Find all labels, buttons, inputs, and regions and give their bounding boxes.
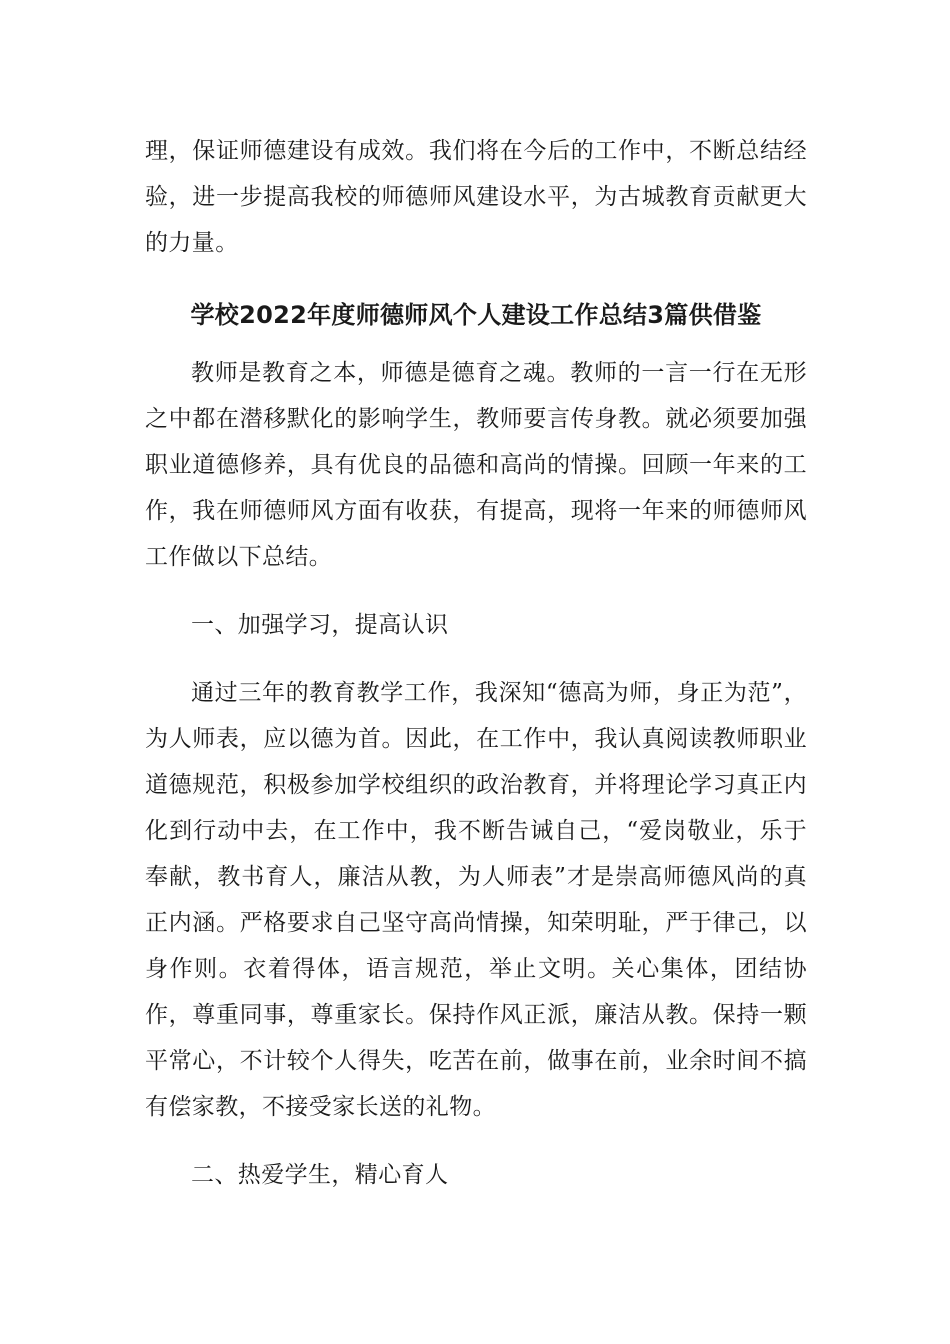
continued-paragraph: 理，保证师德建设有成效。我们将在今后的工作中，不断总结经验，进一步提高我校的师德师风建设水平，为古城教育贡献更大的力量。: [145, 138, 807, 256]
document-title: 学校2022年度师德师风个人建设工作总结3篇供借鉴: [190, 301, 762, 329]
paragraph-intro: 教师是教育之本，师德是德育之魂。教师的一言一行在无形之中都在潜移默化的影响学生，教师要言传身教。就必须要加强职业道德修养，具有优良的品德和高尚的情操。回顾一年来的工作，我在师德师风方面有收获，有提高，现将一年来的师德师风工作做以下总结。: [145, 360, 807, 570]
section-heading-1: 一、加强学习，提高认识: [191, 612, 449, 638]
document-body: [145, 128, 807, 1198]
section-heading-2: 二、热爱学生，精心育人: [191, 1162, 449, 1188]
paragraph-section-1: 通过三年的教育教学工作，我深知“德高为师，身正为范”，为人师表，应以德为首。因此，在工作中，我认真阅读教师职业道德规范，积极参加学校组织的政治教育，并将理论学习真正内化到行动中去，在工作中，我不断告诫自己，“爱岗敬业，乐于奉献，教书育人，廉洁从教，为人师表”才是崇高师德风尚的真正内涵。严格要求自己坚守高尚情操，知荣明耻，严于律己，以身作则。衣着得体，语言规范，举止文明。关心集体，团结协作，尊重同事，尊重家长。保持作风正派，廉洁从教。保持一颗平常心，不计较个人得失，吃苦在前，做事在前，业余时间不搞有偿家教，不接受家长送的礼物。: [145, 680, 807, 1120]
